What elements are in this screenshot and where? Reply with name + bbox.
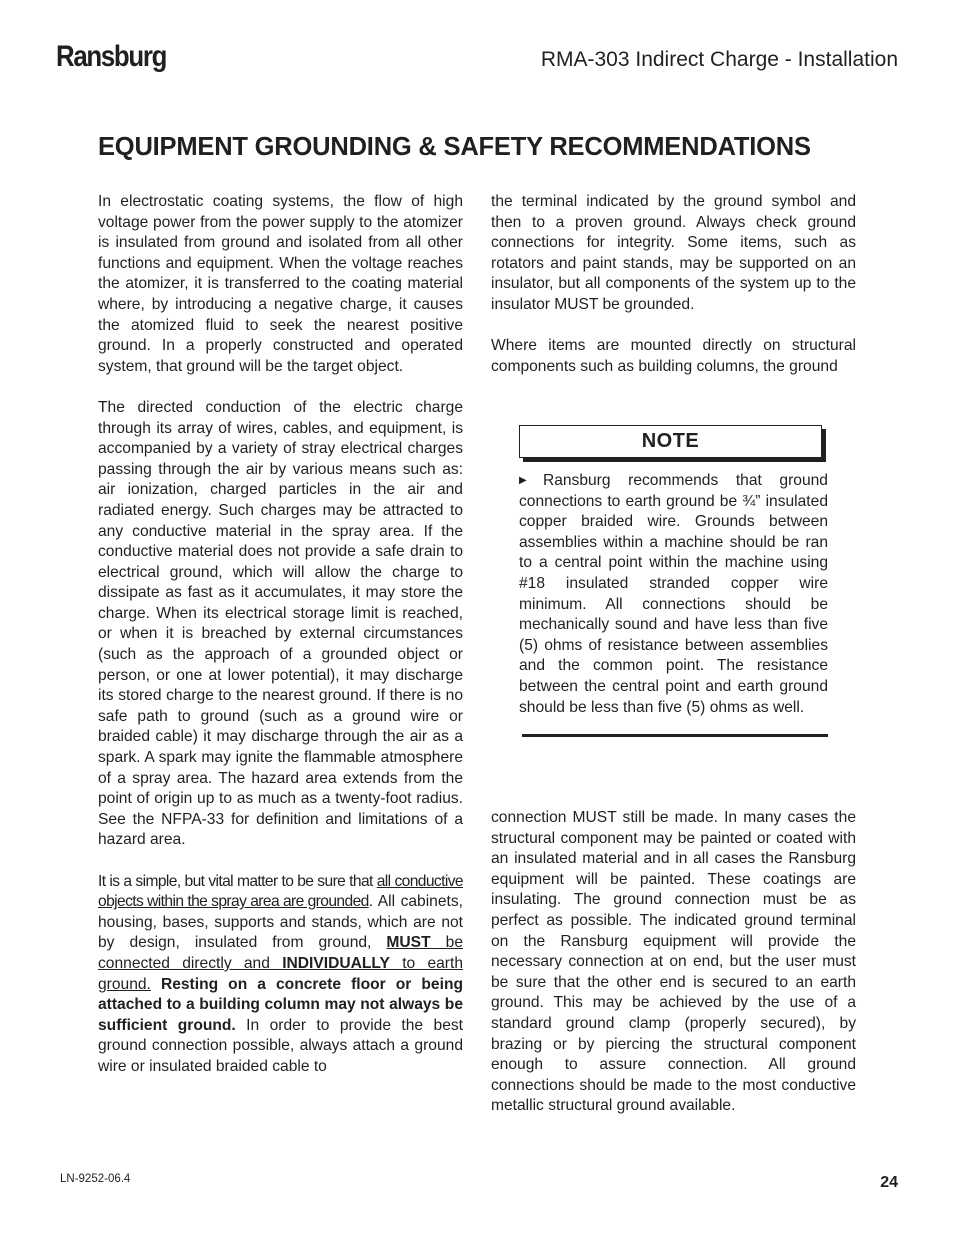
right-column-top xyxy=(491,192,856,377)
right-paragraph-3: connection MUST still be made. In many cases the structural component may be painted or coated with an insulated material and in all cases the Ransburg equipment will be painted. These coatings are insulating. The ground connection must be as perfect as possible. The indicated ground terminal on the Ransburg equipment will provide the necessary connection at on end, but the user must be sure that the other end is secured to an earth ground. This may be achieved by the use of a standard ground clamp (properly secured), by brazing or by piercing the structural component enough to assure connection. All ground connections should be made to the most conductive metallic structural ground available. xyxy=(491,809,856,1115)
doc-number: LN-9252-06.4 xyxy=(60,1173,131,1185)
note-box xyxy=(519,425,822,458)
p3-ending: In order to provide the best ground connection possible, always attach a ground wire or insulated braided cable to xyxy=(98,1016,463,1075)
p3-intro: It is a simple, but vital matter to be sure that xyxy=(98,872,377,890)
page-number: 24 xyxy=(880,1174,898,1191)
arrow-bullet-icon: ▶ xyxy=(519,475,540,486)
p3-underlined-phrase: all conductive objects within the spray area are grounded xyxy=(98,872,463,911)
right-paragraph-2: Where items are mounted directly on structural components such as building columns, the ground xyxy=(491,337,856,375)
header-title: RMA-303 Indirect Charge - Installation xyxy=(540,48,898,71)
p3-must: MUST xyxy=(386,934,431,952)
p3-connected: be connected directly and xyxy=(98,934,463,972)
p3-body: . All cabinets, housing, bases, supports and stands, which are not by design, insulated from ground, xyxy=(98,893,463,952)
section-title: EQUIPMENT GROUNDING & SAFETY RECOMMENDATIONS xyxy=(98,133,811,161)
p3-earth-ground: to earth ground. xyxy=(98,954,464,993)
left-paragraph-1: In electrostatic coating systems, the flow of high voltage power from the power supply to the atomizer is insulated from ground and isolated from all other functions and equipment. When the voltage reaches the atomizer, it is transferred to the coating material where, by introducing a negative charge, it causes the atomized fluid to seek the nearest positive ground. In a properly constructed and operated system, that ground will be the target object. xyxy=(98,193,463,375)
note-body xyxy=(519,471,828,718)
left-column xyxy=(98,192,463,1078)
left-paragraph-3 xyxy=(98,872,463,1078)
p3-individually: INDIVIDUALLY xyxy=(282,954,390,972)
p3-bold-warning: Resting on a concrete floor or being attached to a building column may not always be sufficient ground. xyxy=(98,975,463,1034)
right-column-bottom xyxy=(491,808,856,1117)
note-label: NOTE xyxy=(641,430,700,452)
left-paragraph-2: The directed conduction of the electric charge through its array of wires, cables, and equipment, is accompanied by a variety of stray electrical charges passing through the air by various means such as: air ionization, charged particles in the air and radiated energy. Such charges may be attracted to any conductive material in the spray area. If the conductive material does not provide a safe drain to electrical ground, which will allow the charge to dissipate as fast as it accumulates, it may store the charge. When its electrical storage limit is reached, or when it is breached by external circumstances (such as the approach of a grounded object or person, or one at lower potential), it may discharge its stored charge to the nearest ground. If there is no safe path to ground (such as a ground wire or braided cable) it may discharge through the air as a spark. A spark may ignite the flammable atmosphere of a spray area. The hazard area extends from the point of origin up to as much as a twenty-foot radius. See the NFPA-33 for definition and limitations of a hazard area. xyxy=(98,398,463,849)
note-divider xyxy=(522,734,828,737)
note-text: Ransburg recommends that ground connections to earth ground be ¾” insulated copper braided wire. Grounds between assemblies within a machine should be ran to a central point within the machine using #18 insulated stranded copper wire minimum. All connections should be mechanically sound and have less than five (5) ohms of resistance between assemblies and the common point. The resistance between the central point and earth ground should be less than five (5) ohms as well. xyxy=(519,472,828,716)
brand-logo: Ransburg xyxy=(56,40,167,73)
right-paragraph-1: the terminal indicated by the ground symbol and then to a proven ground. Always check ground connections for integrity. Some items, such as rotators and paint stands, may be supported on an insulator, but all components of the system up to the insulator MUST be grounded. xyxy=(491,193,856,313)
